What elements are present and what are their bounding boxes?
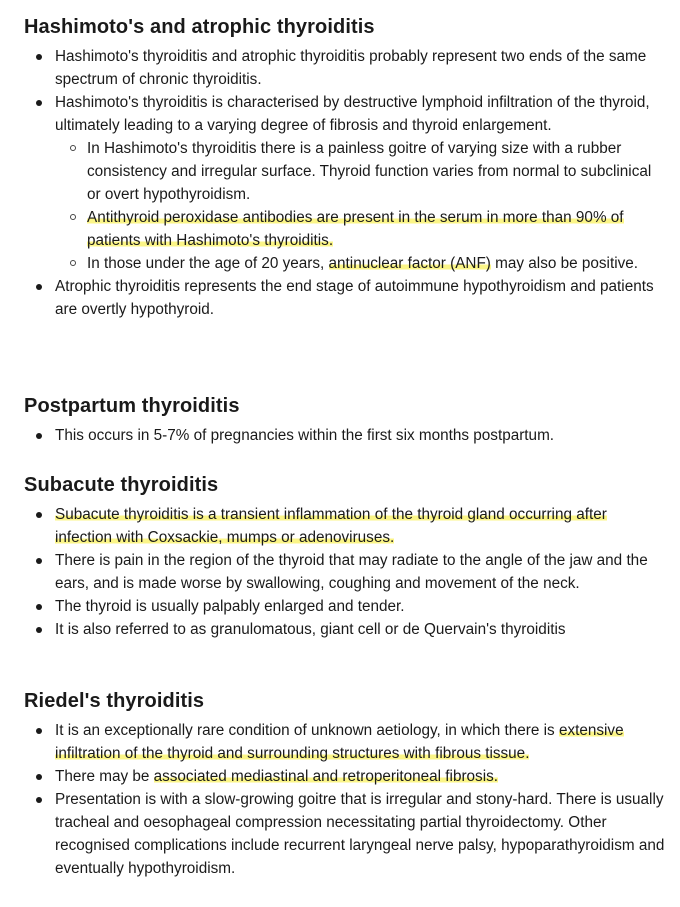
section-list-postpartum (55, 424, 667, 447)
list-item: There is pain in the region of the thyroid that may radiate to the angle of the jaw and the ears, and is made worse by swallowing, coughing and movement of the neck. (55, 549, 667, 595)
sub-list-item: In those under the age of 20 years, antinuclear factor (ANF) may also be positive. (87, 252, 667, 275)
section-heading-riedel: Riedel's thyroiditis (24, 690, 205, 712)
section-heading-hashimoto: Hashimoto's and atrophic thyroiditis (24, 16, 375, 38)
list-item: It is an exceptionally rare condition of unknown aetiology, in which there is extensive infiltration of the thyroid and surrounding structures with fibrous tissue. (55, 719, 667, 765)
list-item: Hashimoto's thyroiditis is characterised by destructive lymphoid infiltration of the thyroid, ultimately leading to a varying degree of fibrosis and thyroid enlargement. In Hashimoto's thyroiditis there is a painless goitre of varying size with a rubber consistency and irregular surface. Thyroid function varies from normal to subclinical or overt hypothyroidism. Antithyroid peroxidase antibodies are present in the serum in more than 90% of patients with Hashimoto's thyroiditis. In those under the age of 20 years, antinuclear factor (ANF) may also be positive. (55, 91, 667, 275)
section-list-riedel (55, 719, 667, 880)
list-item: There may be associated mediastinal and retroperitoneal fibrosis. (55, 765, 667, 788)
highlight: antinuclear factor (ANF) (328, 255, 491, 272)
list-item: Atrophic thyroiditis represents the end stage of autoimmune hypothyroidism and patients are overtly hypothyroid. (55, 275, 667, 321)
list-item: This occurs in 5-7% of pregnancies within the first six months postpartum. (55, 424, 667, 447)
section-list-subacute (55, 503, 667, 641)
list-item: It is also referred to as granulomatous, giant cell or de Quervain's thyroiditis (55, 618, 667, 641)
section-heading-subacute: Subacute thyroiditis (24, 474, 219, 496)
sub-list-item (87, 206, 667, 252)
list-item (55, 503, 667, 549)
highlight: Subacute thyroiditis is a transient inflammation of the thyroid gland occurring after infection with Coxsackie, mumps or adenoviruses. (55, 506, 607, 546)
sub-list-item: In Hashimoto's thyroiditis there is a painless goitre of varying size with a rubber consistency and irregular surface. Thyroid function varies from normal to subclinical or overt hypothyroidism. (87, 137, 667, 206)
section-heading-postpartum: Postpartum thyroiditis (24, 395, 240, 417)
list-item: The thyroid is usually palpably enlarged and tender. (55, 595, 667, 618)
highlight: Antithyroid peroxidase antibodies are present in the serum in more than 90% of patients with Hashimoto's thyroiditis. (87, 209, 624, 249)
list-item: Presentation is with a slow-growing goitre that is irregular and stony-hard. There is usually tracheal and oesophageal compression necessitating partial thyroidectomy. Other recognised complications include recurrent laryngeal nerve palsy, hypoparathyroidism and eventually hypothyroidism. (55, 788, 667, 880)
sub-list (87, 137, 667, 275)
section-list-hashimoto (55, 45, 667, 321)
list-item: Hashimoto's thyroiditis and atrophic thyroiditis probably represent two ends of the same spectrum of chronic thyroiditis. (55, 45, 667, 91)
highlight: extensive infiltration of the thyroid and surrounding structures with fibrous tissue. (55, 722, 624, 762)
highlight: associated mediastinal and retroperitoneal fibrosis. (153, 768, 498, 785)
